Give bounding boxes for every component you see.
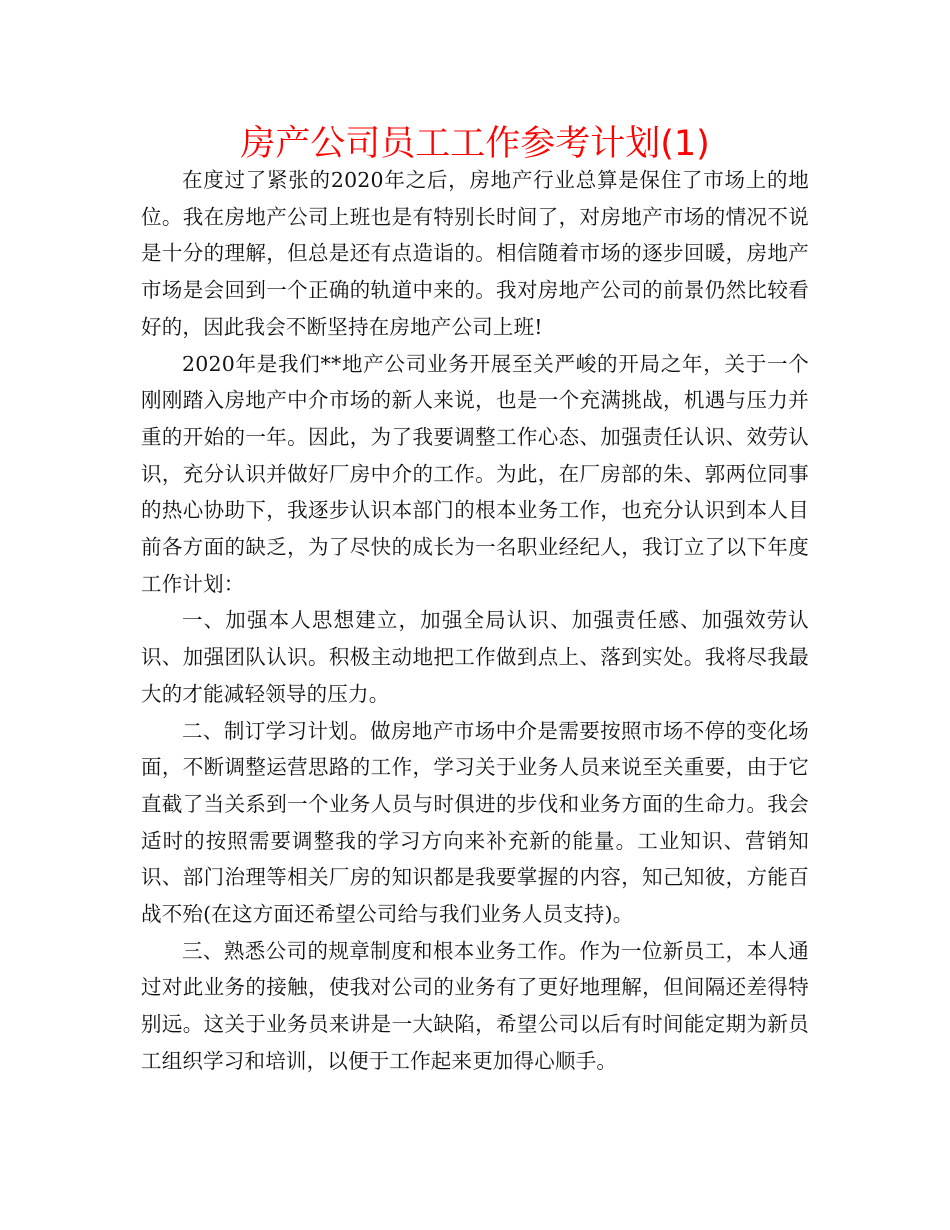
paragraph-point-2: 二、制订学习计划。做房地产市场中介是需要按照市场不停的变化场面，不断调整运营思路的工作，学习关于业务人员来说至关重要，由于它直截了当关系到一个业务人员与时俱进的步伐和业务方面的生命力。我会适时的按照需要调整我的学习方向来补充新的能量。工业知识、营销知识、部门治理等相关厂房的知识都是我要掌握的内容，知己知彼，方能百战不殆(在这方面还希望公司给与我们业务人员支持)。 <box>141 718 809 927</box>
paragraph-background: 2020年是我们**地产公司业务开展至关严峻的开局之年，关于一个刚刚踏入房地产中介市场的新人来说，也是一个充满挑战，机遇与压力并重的开始的一年。因此，为了我要调整工作心态、加强责任认识、效劳认识，充分认识并做好厂房中介的工作。为此，在厂房部的朱、郭两位同事的热心协助下，我逐步认识本部门的根本业务工作，也充分认识到本人目前各方面的缺乏，为了尽快的成长为一名职业经纪人，我订立了以下年度工作计划： <box>141 351 809 596</box>
paragraph-point-1: 一、加强本人思想建立，加强全局认识、加强责任感、加强效劳认识、加强团队认识。积极主动地把工作做到点上、落到实处。我将尽我最大的才能减轻领导的压力。 <box>141 608 809 706</box>
document-title: 房产公司员工工作参考计划(1) <box>240 124 710 164</box>
paragraph-point-3: 三、熟悉公司的规章制度和根本业务工作。作为一位新员工，本人通过对此业务的接触，使我对公司的业务有了更好地理解，但间隔还差得特别远。这关于业务员来讲是一大缺陷，希望公司以后有时间能定期为新员工组织学习和培训，以便于工作起来更加得心顺手。 <box>141 938 809 1073</box>
paragraph-intro: 在度过了紧张的2020年之后，房地产行业总算是保住了市场上的地位。我在房地产公司上班也是有特别长时间了，对房地产市场的情况不说是十分的理解，但总是还有点造诣的。相信随着市场的逐步回暖，房地产市场是会回到一个正确的轨道中来的。我对房地产公司的前景仍然比较看好的，因此我会不断坚持在房地产公司上班! <box>141 168 809 339</box>
document-body <box>141 162 809 1080</box>
